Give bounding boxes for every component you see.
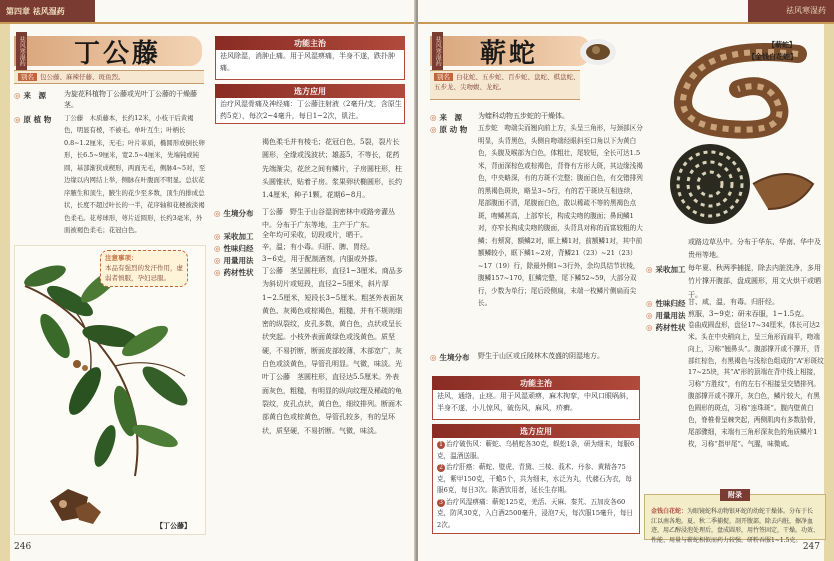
left-header [0, 0, 416, 22]
harvest-label: ◎ 采收加工 [214, 232, 254, 241]
herb-label: ◎ 药材性状 [214, 268, 254, 277]
habitat-text: 丁公藤 野生于山谷湿润密林中或路旁灌丛中。分布于广东等地，主产于广东。 [262, 208, 395, 230]
usage-label-right: ◎ 用量用法 [646, 311, 686, 320]
habitat-label-right: ◎ 生境分布 [430, 353, 470, 362]
distribution-continued-text: 或路边草丛中。分布于华东、华南、华中及贵州等地。 [688, 238, 821, 260]
harvest-text: 全年均可采收，切段或片，晒干。 [262, 231, 367, 239]
snake-caption-1: 【蕲蛇】 [768, 40, 796, 49]
left-header-text: 第四章 祛风湿药 [6, 6, 65, 16]
alias-bar-right [430, 70, 580, 100]
taste-label-right: ◎ 性味归经 [646, 299, 686, 308]
herb-label-right: ◎ 药材性状 [646, 323, 686, 332]
recipe-text: 治疗风湿骨痛及神经痛：丁公藤注射液（2毫升/支，含原生药5克），每次2~4毫升，每日1~2次，肌注。 [220, 100, 402, 120]
function-section-title: 功能主治 [215, 36, 405, 50]
vertical-category-label: 祛风寒湿药 [16, 32, 27, 70]
header-rule [0, 22, 416, 24]
origin-text-right: 五步蛇 吻端尖而翘向前上方，头呈三角形，与颈部区分明显，头背黑色，头侧自吻端经眼斜至口角以下为黄白色，头腹及喉部为白色，体粗壮，尾较短，全长可达1.5米，背面深棕色或棕褐色，背脊有方形大斑，其边缘浅褐色，中央略深，有的方斑不完整；腹面白色，有交错排列的黑褐色斑块，略呈3~5行，有的若干斑块互相连续，尾部腹面不清，尾腹面白色，散以稀疏不等的黑褐色点斑，吻鳞甚高，上部窄长，构成尖吻的腹面；鼻间鳞1对，亦窄长构成尖吻的腹面，头背具对称的而富较粗的大鳞；有颊窝，额鳞2对，眶上鳞1对，前额鳞1对，其中前额鳞较小，眶下鳞1~2对，背鳞21（23）~21（23）~17（19）行，除最外侧1~3行外，余均具结节状棱，腹鳞157~170，肛鳞完整，尾下鳞52~59，大部分双行，少数为单行；尾后段侧扁，末端一枚鳞片侧扁而尖长。 [478, 124, 643, 308]
plant-caption: 【丁公藤】 [156, 521, 191, 530]
appendix-text-wrap [651, 507, 820, 544]
recipe-section-title: 选方应用 [215, 84, 405, 98]
function-text-right: 祛风，通络，止痉。用于风湿顽痹，麻木拘挛，中风口眼㖞斜，半身不遂，小儿惊风，破伤风，麻风，疥癣。 [437, 392, 633, 412]
left-sidebar-strip [0, 24, 10, 561]
appendix-text: 为眼镜蛇科动物银环蛇的幼蛇干燥体。分布于长江以南各地。夏、秋二季捕捉，剖开腹部，除去内脏，擦净血迹，用乙醇浸泡处理后，盘成圆形，用竹签固定，干燥。功效、性能、用量与蕲蛇相似而药力较强。研粉吞服1~1.5克。 [651, 508, 820, 544]
source-label-right: ◎ 来 源 [430, 113, 463, 122]
appendix-title: 附录 [720, 489, 750, 501]
caution-text: 本品有强烈的发汗作用，虚弱者慎服，孕妇忌服。 [105, 263, 183, 282]
alias-label: 别名 [18, 73, 37, 81]
plant-photo [14, 245, 206, 535]
harvest-text-right: 每年夏、秋两季捕捉，除去内脏洗净，多用竹片撑开腹部，盘成圆形，用文火烘干或晒干。 [688, 264, 821, 299]
caution-title: 注意事项： [105, 254, 138, 262]
vertical-category-label-right: 祛风寒湿药 [432, 32, 443, 70]
page-title: 丁公藤 [74, 39, 162, 69]
snake-dish-photo [578, 34, 618, 68]
origin-continued-text: 褐色柔毛并有棱毛；花冠白色，5裂，裂片长圆形，全缘或浅波状；雄蕊5，不等长，花药先端渐尖，花丝之间有鳞片，子房圆柱形，柱头圆锥状，贴着子房。浆果卵状椭圆形，长约1.4厘米，种子1颗。花期6~8月。 [262, 138, 402, 200]
taste-label: ◎ 性味归经 [214, 244, 254, 253]
recipe-item: 2 治疗肝癌：蕲蛇、壁虎、青黛、三棱、莪术、丹参、黄精各75克，紫甲150克，干蟾5个，共为细末，水泛为丸，代赭石为衣，每服6克，每日3次。陈酒饮用者，延长生存期。 [437, 463, 632, 495]
herb-text: 丁公藤 茎呈圆柱形，直径1~3厘米。商品多为斜切片或短段，直径2~5厘米，斜片厚1~2.5厘米，短段长3~5厘米。粗茎外表面灰黄色、灰褐色或棕褐色，粗糙，并有不规则细密的纵裂纹，皮孔多数，黄白色，点状或呈长状突起。小枝外表面黄绿色或浅黄色。质坚硬，不易折断，断面皮部较薄，木部宽广，灰白色或淡黄色，导管孔明显。气微，味淡。光叶丁公藤 茎圆柱形，直径达5.5厘米。外表面灰色，粗糙，有明显的纵向纹理及稀疏的龟裂纹，皮孔点状，黄白色，细纹排列。断面木部黄白色或棕黄色，导管孔较多，有的呈环状，质坚硬，不易折断。气微，味淡。 [262, 267, 404, 435]
usage-text: 3~6克，用于配制酒剂，内服或外搽。 [262, 255, 382, 263]
harvest-label-right: ◎ 采收加工 [646, 265, 686, 274]
herb-text-right: 卷曲成圆盘形，盘径17~34厘米，体长可达2米。头在中央稍向上，呈三角形而扁平，吻端向上，习称“翘鼻头”。腹部撑开或不撑开，背部红棕色，有黑褐色与浅棕色组成的“A”形斑纹17~25块，其“A”形的顶端在背中线上相接，习称“方胜纹”，有的左右不相接呈交错排列。腹部撑开或不撑开，灰白色，鳞片较大，有黑色圆形的斑点，习称“连珠斑”。腹内壁黄白色，脊椎骨呈棘突起，两侧肌肉有多数肋骨，尾部骤细，末端有三角形深灰色的角质鳞片1枚，习称“指甲尾”。气腥，味微咸。 [688, 321, 824, 448]
right-header-text: 祛风寒湿药 [786, 6, 826, 15]
snake-caption-2: 【金钱白花蛇】 [748, 52, 797, 61]
right-sidebar-strip [824, 24, 834, 561]
page-number-right: 247 [802, 542, 820, 553]
alias-text-right: 白花蛇、五步蛇、百步蛇、盘蛇、棋盘蛇、五步龙、尖吻蝮、龙蛇。 [434, 73, 580, 92]
recipe-list-right [437, 439, 637, 533]
header-rule-right [418, 22, 834, 24]
snake-svg [648, 34, 818, 229]
appendix-box [644, 490, 826, 544]
snake-photos [648, 34, 818, 229]
source-text: 为旋花科植物丁公藤或光叶丁公藤的干燥藤茎。 [64, 90, 197, 109]
caution-note [100, 250, 188, 287]
right-page [418, 0, 834, 561]
plant-illustration-svg [15, 246, 207, 536]
recipe-section-title-right: 选方应用 [432, 424, 640, 438]
origin-label-right: ◎ 原 动 物 [430, 125, 468, 134]
function-text: 祛风除湿，消肿止痛。用于风湿痹痛，半身不遂，跌扑肿痛。 [220, 52, 395, 72]
recipe-item: 3 治疗风湿痹痛：蕲蛇125克，羌活、天麻、秦艽、五加皮各60克，防风30克，入白酒2500毫升，浸泡7天，每次服15毫升，每日2次。 [437, 497, 634, 529]
usage-label: ◎ 用量用法 [214, 256, 254, 265]
alias-text: 包公藤、麻辣仔藤、斑鱼烈。 [40, 73, 125, 81]
origin-label: ◎ 原 植 物 [14, 115, 52, 124]
left-page [0, 0, 416, 561]
page-number-left: 246 [14, 542, 32, 553]
taste-text: 辛，温；有小毒。归肝、脾、胃经。 [262, 243, 374, 251]
source-text-right: 为蝰科动物五步蛇的干燥体。 [478, 112, 569, 120]
source-label: ◎ 来 源 [14, 91, 47, 100]
habitat-label: ◎ 生境分布 [214, 209, 254, 218]
taste-text-right: 甘、咸，温，有毒。归肝经。 [688, 298, 779, 306]
right-header [418, 0, 834, 22]
origin-text: 丁公藤 木质藤本，长约12米，小枝干后黄褐色，明显有棱，不被毛。单叶互生；叶柄长0.8~1.2厘米，无毛；叶片革质，椭圆形或倒长卵形，长6.5~9厘米，宽2.5~4厘米，先端钝或钝圆，基部渐狭成楔形，两面无毛，侧脉4~5对，至边缘以内网结上举，侧脉在叶腹面不明显。总状花序腋生和顶生，腋生的花少至多数，顶生的排成总状，长度不超过叶长的一半，花序轴和花梗被淡褐色柔毛。花萼球形，萼片近圆形，长约3毫米，外面被褐色柔毛；花冠白色。 [64, 114, 206, 235]
dish-svg [578, 34, 618, 68]
recipe-item: 1 治疗破伤风：蕲蛇、乌梢蛇各30克，蜈蚣1条，研为细末，每服6克，温酒送服。 [437, 440, 635, 460]
habitat-text-right: 野生于山区或丘陵林木茂盛的阴湿地方。 [478, 352, 604, 360]
page-title-right: 蕲蛇 [480, 39, 539, 69]
function-section-title-right: 功能主治 [432, 376, 640, 390]
usage-text-right: 煎服，3~9克；研末吞服，1~1.5克。 [688, 310, 809, 318]
alias-label-right: 别名 [434, 73, 453, 81]
alias-bar [14, 70, 204, 84]
appendix-label: 金钱白花蛇： [651, 508, 688, 515]
